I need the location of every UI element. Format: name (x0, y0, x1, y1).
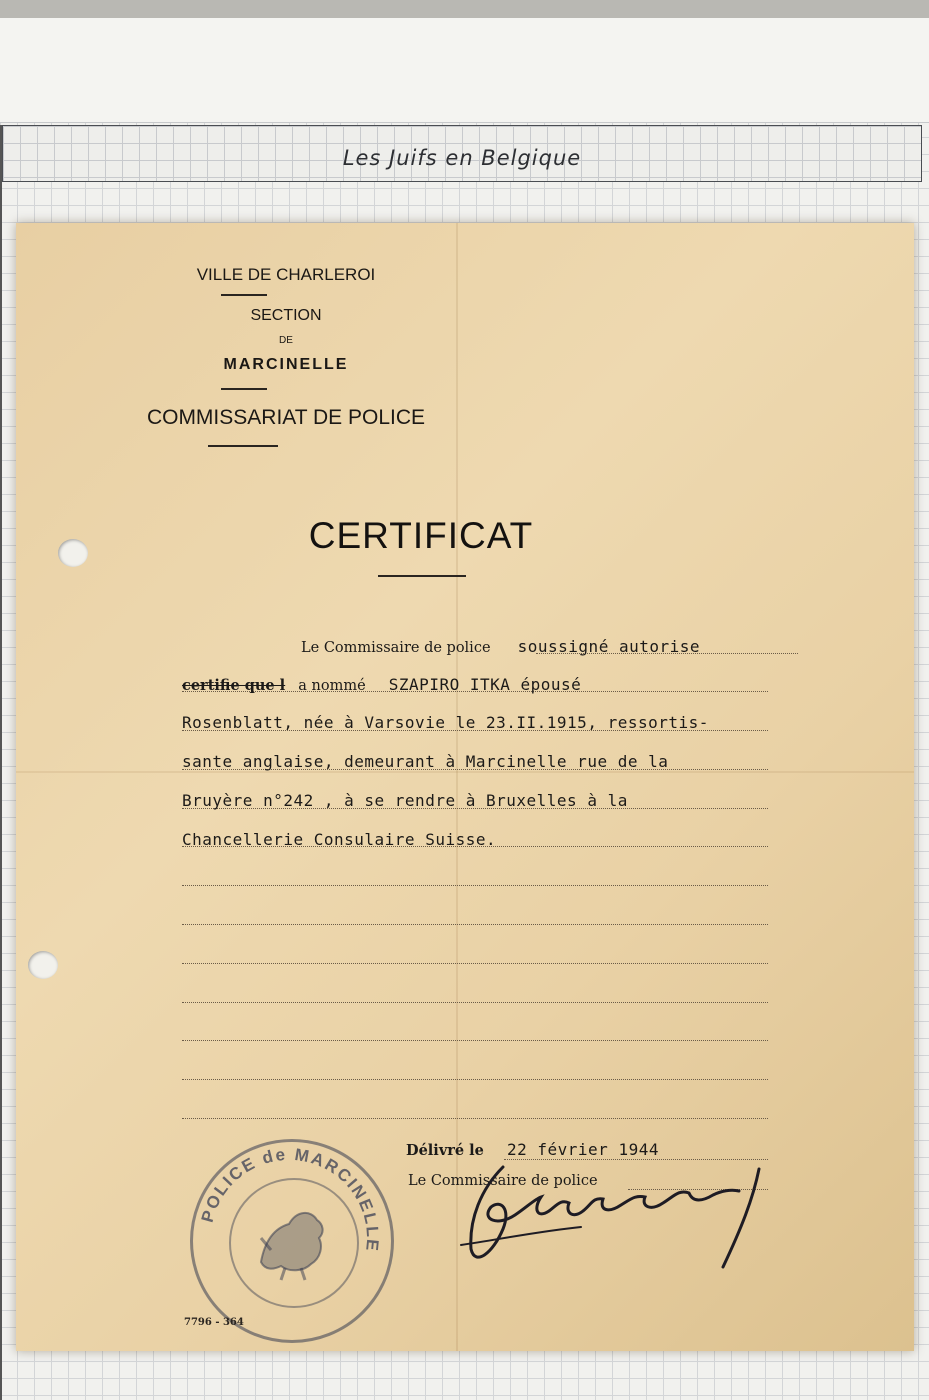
header-city: VILLE DE CHARLEROI (196, 265, 376, 284)
header-rule-2 (221, 388, 267, 390)
svg-text:POLICE de MARCINELLE (198, 1145, 383, 1254)
header-office: COMMISSARIAT DE POLICE (146, 406, 426, 429)
form-line-7 (182, 885, 768, 886)
certificate-title: CERTIFICAT (308, 515, 534, 556)
album-caption: Les Juifs en Belgique (342, 146, 582, 170)
form-line-10 (182, 1002, 768, 1003)
form-code: 7796 - 364 (184, 1317, 244, 1328)
title-underline (378, 575, 466, 577)
horizontal-fold (16, 771, 914, 773)
form-line-12 (182, 1079, 768, 1080)
police-stamp (190, 1139, 394, 1343)
punch-hole-lower (28, 951, 58, 979)
album-left-rule (0, 125, 2, 1400)
form-line-11 (182, 1040, 768, 1041)
body-line-1-printed: Le Commissaire de police (301, 640, 491, 656)
delivery-signatory: Le Commissaire de police (408, 1173, 598, 1189)
album-header-strip (2, 125, 922, 182)
body-line-6: Chancellerie Consulaire Suisse. (182, 830, 497, 849)
album-top-margin (0, 18, 929, 123)
header-district: MARCINELLE (223, 356, 349, 373)
album-page (0, 18, 929, 1400)
body-line-1-typed: soussigné autorise (517, 637, 701, 656)
body-line-5: Bruyère n°242 , à se rendre à Bruxelles à la (182, 791, 628, 810)
delivery-label: Délivré le (406, 1142, 484, 1159)
form-line-9 (182, 963, 768, 964)
form-line-8 (182, 924, 768, 925)
header-section: SECTION (250, 307, 322, 324)
body-line-2-struck: certifie que l (182, 677, 286, 694)
form-line-13 (182, 1118, 768, 1119)
body-line-1 (301, 637, 700, 656)
delivery-date: 22 février 1944 (506, 1140, 659, 1159)
body-line-4: sante anglaise, demeurant à Marcinelle rue de la (182, 752, 669, 771)
stamp-ring-text (190, 1139, 388, 1337)
header-rule-3 (208, 445, 278, 447)
body-line-2-printed: a nommé (298, 678, 366, 694)
body-line-2 (182, 675, 581, 694)
body-line-3: Rosenblatt, née à Varsovie le 23.II.1915, ressortis- (182, 713, 709, 732)
header-de: DE (279, 335, 293, 346)
header-rule-1 (221, 294, 267, 296)
body-line-2-typed: SZAPIRO ITKA épousé (388, 675, 582, 694)
handwritten-signature (441, 1149, 771, 1279)
stamp-text: POLICE de MARCINELLE (197, 1144, 383, 1254)
certificate-document (16, 223, 914, 1351)
